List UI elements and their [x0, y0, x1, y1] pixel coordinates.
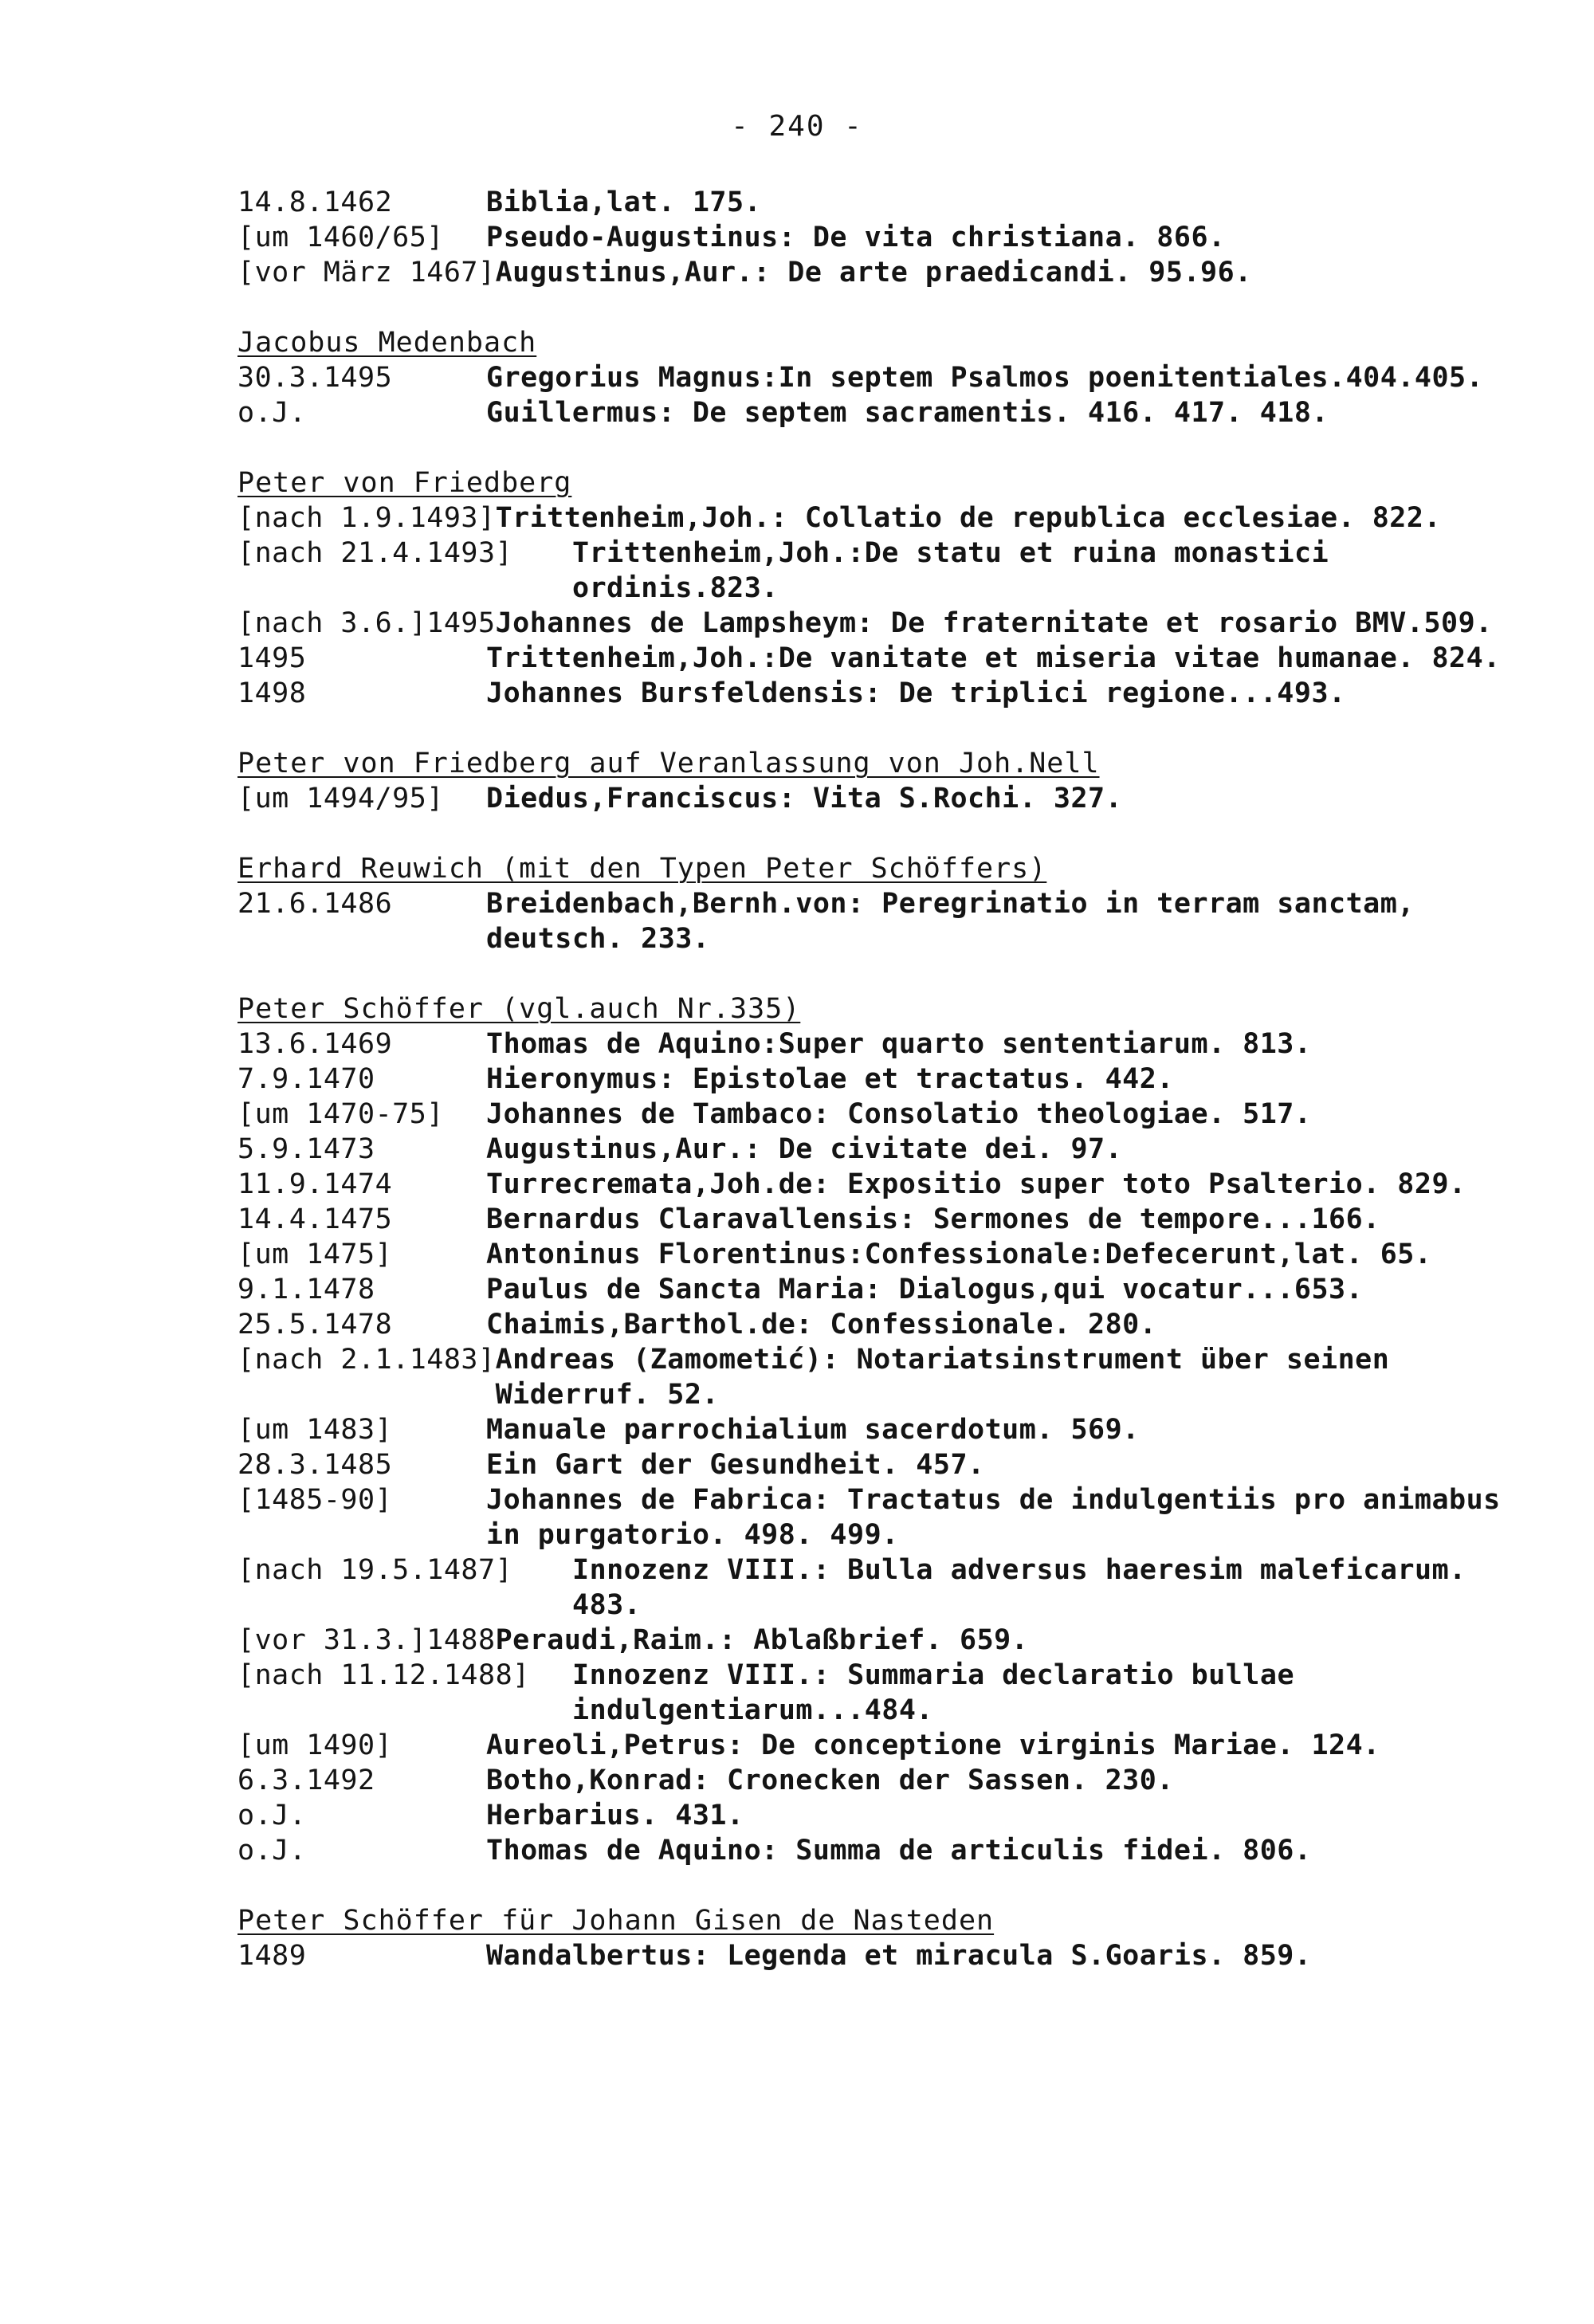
printer-section — [238, 325, 1545, 430]
entry-title: Trittenheim,Joh.:De statu et ruina monastici ordinis.823. — [572, 537, 1329, 604]
printer-heading: Peter Schöffer für Johann Gisen de Nasteden — [238, 1905, 995, 1937]
entry-title: Herbarius. 431. — [486, 1800, 744, 1831]
entry-title: Guillermus: De septem sacramentis. 416. 417. 418. — [486, 397, 1329, 429]
entry-title: Antoninus Florentinus:Confessionale:Defecerunt,lat. 65. — [486, 1239, 1432, 1270]
entry-title: Thomas de Aquino:Super quarto sententiarum. 813. — [486, 1028, 1312, 1060]
entry-title: Bernardus Claravallensis: Sermones de tempore...166. — [486, 1203, 1380, 1235]
entry-title: Aureoli,Petrus: De conceptione virginis Mariae. 124. — [486, 1729, 1380, 1761]
entry-date: 1495 — [238, 642, 307, 674]
entry-title: Diedus,Franciscus: Vita S.Rochi. 327. — [486, 783, 1123, 815]
entry-title: Paulus de Sancta Maria: Dialogus,qui vocatur...653. — [486, 1274, 1364, 1305]
printer-heading: Peter Schöffer (vgl.auch Nr.335) — [238, 993, 801, 1025]
register-entry — [238, 1342, 1545, 1412]
register-entry — [238, 185, 1545, 220]
entry-date: 14.4.1475 — [238, 1203, 393, 1235]
register-entry — [238, 606, 1545, 641]
register-entry — [238, 1447, 1545, 1482]
register-entry — [238, 1097, 1545, 1132]
entry-date: [nach 11.12.1488] — [238, 1659, 530, 1691]
register-entry — [238, 1658, 1545, 1728]
entry-title: Innozenz VIII.: Bulla adversus haeresim maleficarum. 483. — [572, 1554, 1466, 1621]
register-entry — [238, 886, 1545, 956]
entry-title: Breidenbach,Bernh.von: Peregrinatio in terram sanctam, deutsch. 233. — [486, 888, 1415, 955]
register-entry — [238, 1237, 1545, 1272]
entry-date: o.J. — [238, 1835, 307, 1867]
register-entry — [238, 1482, 1545, 1553]
entry-title: Hieronymus: Epistolae et tractatus. 442. — [486, 1063, 1174, 1095]
register-entry — [238, 1553, 1545, 1623]
entry-title: Johannes de Fabrica: Tractatus de indulgentiis pro animabus in purgatorio. 498. 499. — [486, 1484, 1501, 1551]
entry-date: [um 1483] — [238, 1414, 393, 1446]
register-entry — [238, 1132, 1545, 1167]
printer-section — [238, 1903, 1545, 1973]
printer-heading: Jacobus Medenbach — [238, 327, 537, 359]
printer-heading: Peter von Friedberg — [238, 467, 572, 499]
entry-date: [um 1490] — [238, 1729, 393, 1761]
entry-title: Gregorius Magnus:In septem Psalmos poenitentiales.404.405. — [486, 362, 1484, 394]
register-entry — [238, 1833, 1545, 1868]
register-entry — [238, 360, 1545, 395]
entry-title: Thomas de Aquino: Summa de articulis fidei. 806. — [486, 1835, 1312, 1867]
entry-date: 9.1.1478 — [238, 1274, 375, 1305]
entry-title: Turrecremata,Joh.de: Expositio super toto Psalterio. 829. — [486, 1168, 1466, 1200]
entry-date: 6.3.1492 — [238, 1765, 375, 1796]
entry-date: [vor März 1467] — [238, 257, 496, 289]
entry-title: Biblia,lat. 175. — [486, 186, 762, 218]
register-entry — [238, 1307, 1545, 1342]
register-entry — [238, 1412, 1545, 1447]
register-entry — [238, 676, 1545, 711]
entry-title: Ein Gart der Gesundheit. 457. — [486, 1449, 985, 1481]
entry-title: Johannes de Tambaco: Consolatio theologiae. 517. — [486, 1098, 1312, 1130]
entry-date: [nach 3.6.]1495 — [238, 607, 496, 639]
printer-heading: Peter von Friedberg auf Veranlassung von Joh.Nell — [238, 748, 1100, 779]
entry-date: [nach 1.9.1493] — [238, 502, 496, 534]
entry-title: Innozenz VIII.: Summaria declaratio bullae indulgentiarum...484. — [572, 1659, 1295, 1726]
entry-date: 28.3.1485 — [238, 1449, 393, 1481]
entry-date: [um 1460/65] — [238, 222, 444, 253]
entry-title: Manuale parrochialium sacerdotum. 569. — [486, 1414, 1140, 1446]
printer-section — [238, 851, 1545, 956]
register-entry — [238, 1728, 1545, 1763]
entry-date: 21.6.1486 — [238, 888, 393, 920]
register-entry — [238, 641, 1545, 676]
entry-date: [um 1470-75] — [238, 1098, 444, 1130]
entry-date: 1498 — [238, 677, 307, 709]
printer-section — [238, 746, 1545, 816]
entry-date: [nach 2.1.1483] — [238, 1344, 496, 1376]
entry-date: 7.9.1470 — [238, 1063, 375, 1095]
entry-title: Johannes de Lampsheym: De fraternitate et rosario BMV.509. — [495, 607, 1493, 639]
entry-date: [1485-90] — [238, 1484, 393, 1516]
register-entry — [238, 1938, 1545, 1973]
printer-section — [238, 465, 1545, 711]
entry-date: o.J. — [238, 397, 307, 429]
page-number: - 240 - — [731, 110, 863, 143]
printer-section — [238, 185, 1545, 290]
entry-title: Chaimis,Barthol.de: Confessionale. 280. — [486, 1309, 1157, 1341]
entry-title: Augustinus,Aur.: De arte praedicandi. 95.96. — [495, 257, 1252, 289]
register-entry — [238, 501, 1545, 536]
entry-date: [vor 31.3.]1488 — [238, 1624, 496, 1656]
register-entry — [238, 1798, 1545, 1833]
entry-title: Botho,Konrad: Cronecken der Sassen. 230. — [486, 1765, 1174, 1796]
register-entry — [238, 1167, 1545, 1202]
entry-title: Pseudo-Augustinus: De vita christiana. 866. — [486, 222, 1226, 253]
entry-date: 14.8.1462 — [238, 186, 393, 218]
entry-title: Wandalbertus: Legenda et miracula S.Goaris. 859. — [486, 1940, 1312, 1972]
printer-section — [238, 991, 1545, 1868]
register-entry — [238, 220, 1545, 255]
entry-date: 13.6.1469 — [238, 1028, 393, 1060]
register-entry — [238, 1623, 1545, 1658]
register-entry — [238, 1763, 1545, 1798]
register-entry — [238, 1027, 1545, 1062]
entry-title: Andreas (Zamometić): Notariatsinstrument über seinen Widerruf. 52. — [495, 1344, 1390, 1411]
entry-title: Augustinus,Aur.: De civitate dei. 97. — [486, 1133, 1123, 1165]
entry-date: 25.5.1478 — [238, 1309, 393, 1341]
entry-date: 30.3.1495 — [238, 362, 393, 394]
register-entry — [238, 395, 1545, 430]
entry-title: Trittenheim,Joh.: Collatio de republica ecclesiae. 822. — [495, 502, 1442, 534]
entry-date: [um 1494/95] — [238, 783, 444, 815]
entry-title: Johannes Bursfeldensis: De triplici regione...493. — [486, 677, 1346, 709]
entry-title: Peraudi,Raim.: Ablaßbrief. 659. — [495, 1624, 1029, 1656]
register-entry — [238, 255, 1545, 290]
entry-title: Trittenheim,Joh.:De vanitate et miseria vitae humanae. 824. — [486, 642, 1501, 674]
register-entry — [238, 1272, 1545, 1307]
register-entry — [238, 1062, 1545, 1097]
printer-register — [238, 185, 1545, 2008]
entry-date: 5.9.1473 — [238, 1133, 375, 1165]
entry-date: 11.9.1474 — [238, 1168, 393, 1200]
register-entry — [238, 781, 1545, 816]
register-entry — [238, 1202, 1545, 1237]
printer-heading: Erhard Reuwich (mit den Typen Peter Schöffers) — [238, 853, 1047, 885]
entry-date: o.J. — [238, 1800, 307, 1831]
entry-date: [um 1475] — [238, 1239, 393, 1270]
entry-date: 1489 — [238, 1940, 307, 1972]
entry-date: [nach 21.4.1493] — [238, 537, 513, 569]
entry-date: [nach 19.5.1487] — [238, 1554, 513, 1586]
register-entry — [238, 536, 1545, 606]
